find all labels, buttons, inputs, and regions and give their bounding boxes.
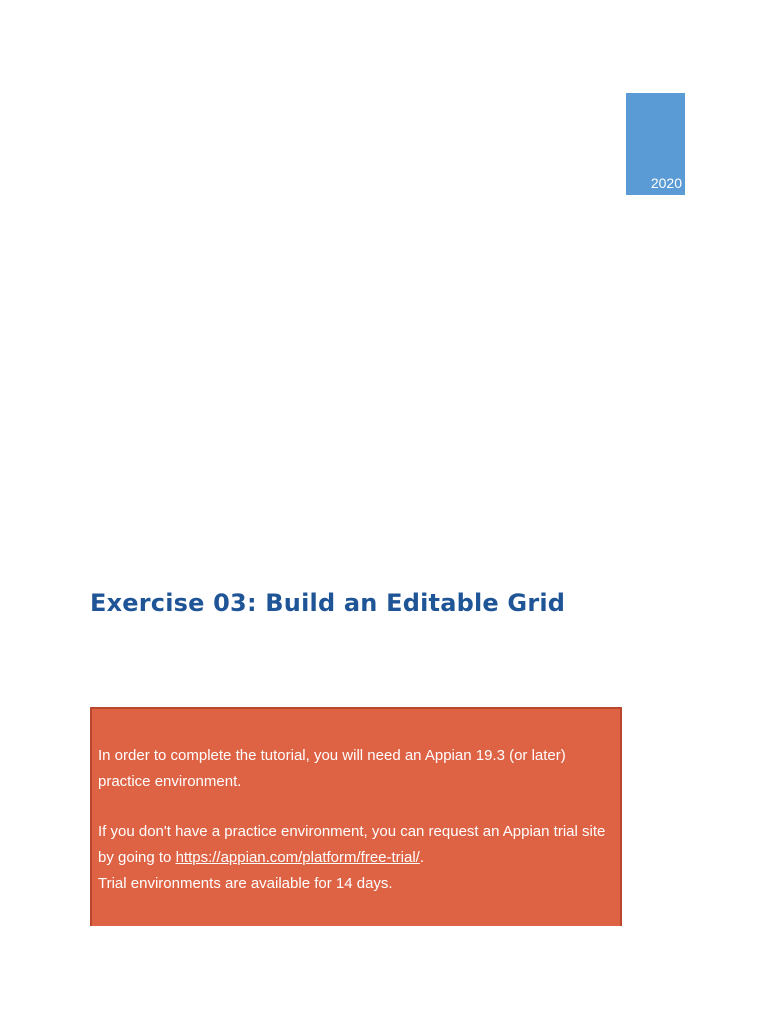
note-paragraph-requirement: In order to complete the tutorial, you will need an Appian 19.3 (or later) practice environment. [98,747,566,790]
page-title: Exercise 03: Build an Editable Grid [90,589,566,617]
year-tab [626,93,685,195]
prerequisite-note-box [90,707,622,926]
free-trial-link[interactable]: https://appian.com/platform/free-trial/ [175,849,420,866]
note-paragraph-trial [98,819,614,897]
note-trial-duration: Trial environments are available for 14 days. [98,875,393,892]
note-trial-period: . [419,849,425,866]
note-trial-text: If you don't have a practice environment, you can request an Appian trial site by going to [98,823,606,866]
year-label: 2020 [650,175,682,191]
